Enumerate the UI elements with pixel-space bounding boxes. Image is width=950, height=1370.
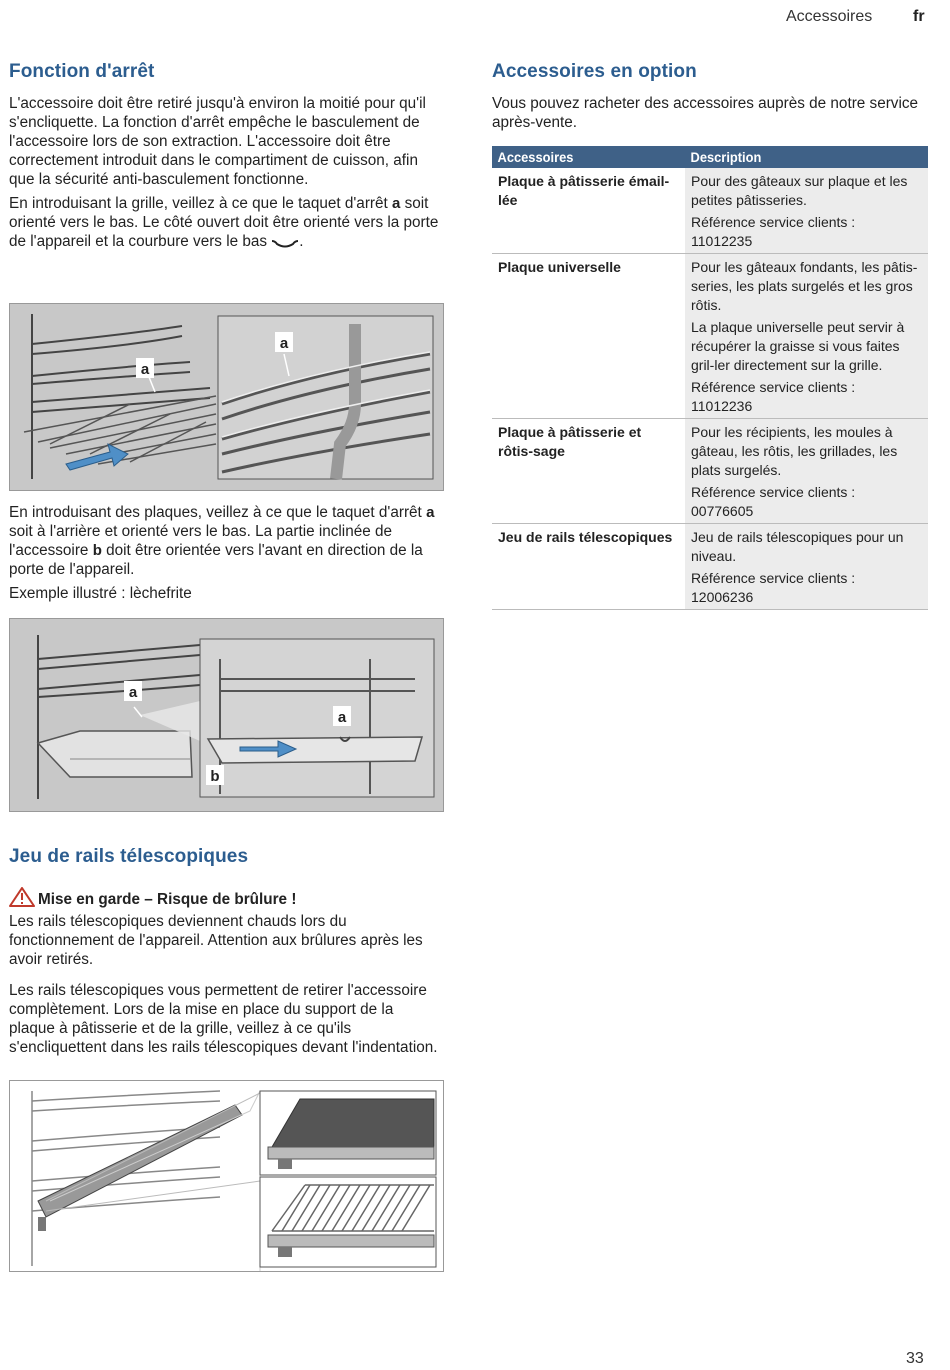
running-header-language: fr [913, 8, 925, 25]
accessory-description: Pour des gâteaux sur plaque et les petites pâtisseries. Référence service clients : 11012235 [685, 168, 928, 254]
warning-text: Les rails télescopiques deviennent chauds lors du fonctionnement de l'appareil. Attention aux brûlures après les avoir retirés. [9, 913, 423, 968]
section-title-fonction-arret: Fonction d'arrêt [9, 61, 155, 82]
accessory-name: Jeu de rails télescopiques [492, 524, 685, 610]
page-number: 33 [906, 1350, 924, 1367]
figure-rack-insertion [9, 303, 444, 491]
table-row [492, 254, 928, 419]
curvature-down-icon [271, 236, 299, 248]
reference-number: 11012236 [691, 398, 753, 414]
label-a: a [392, 195, 401, 212]
fonction-arret-section [9, 61, 441, 251]
label-b: b [92, 542, 102, 559]
label-a: a [426, 504, 435, 521]
table-row [492, 168, 928, 254]
table-header-row [492, 146, 928, 168]
figure-2-label-b: b [210, 768, 220, 785]
fonction-arret-paragraph-2: En introduisant la grille, veillez à ce que le taquet d'arrêt a soit orienté vers le bas. Le côté ouvert doit être orienté vers la porte de l'appareil et la courbure vers le bas . [9, 195, 439, 250]
figure-1-label-a-inset: a [279, 335, 289, 352]
figure-2-label-a-inset: a [337, 709, 347, 726]
figure-1-label-a: a [140, 361, 150, 378]
figure-telescopic-rails [9, 1080, 444, 1272]
example-caption: Exemple illustré : lèchefrite [9, 585, 192, 602]
figure-2-label-a: a [128, 684, 138, 701]
table-row [492, 419, 928, 524]
options-intro: Vous pouvez racheter des accessoires auprès de notre service après-vente. [492, 95, 918, 131]
reference-number: 11012235 [691, 233, 753, 249]
accessory-description: Jeu de rails télescopiques pour un niveau. Référence service clients : 12006236 [685, 524, 928, 610]
reference-number: 00776605 [691, 503, 754, 519]
reference-number: 12006236 [691, 589, 754, 605]
warning-triangle-icon [9, 887, 35, 912]
accessory-name: Plaque à pâtisserie et rôtis-sage [492, 419, 685, 524]
accessory-name: Plaque universelle [492, 254, 685, 419]
accessory-description: Pour les récipients, les moules à gâteau, les rôtis, les grillades, les plats surgelés. Référence service clients : 00776605 [685, 419, 928, 524]
accessory-name: Plaque à pâtisserie émail-lée [492, 168, 685, 254]
figure-tray-insertion [9, 618, 444, 812]
fonction-arret-paragraph-1: L'accessoire doit être retiré jusqu'à environ la moitié pour qu'il s'encliquette. La fonction d'arrêt empêche le basculement de l'accessoire lors de son extraction. L'accessoire doit être correctement introduit dans le compartiment de cuisson, afin que la sécurité anti-basculement fonctionne. [9, 95, 426, 188]
fonction-arret-paragraph-3: En introduisant des plaques, veillez à ce que le taquet d'arrêt a soit à l'arrière et orienté vers le bas. La partie inclinée de l'accessoire b doit être orientée vers l'avant en direction de la porte de l'appareil. [9, 504, 435, 578]
accessory-description: Pour les gâteaux fondants, les pâtis-series, les plats surgelés et les gros rôtis. La plaque universelle peut servir à récupérer la graisse si vous faites gril-ler directement sur la grille. Référence service clients : 11012236 [685, 254, 928, 419]
warning-heading: Mise en garde – Risque de brûlure ! [9, 887, 441, 912]
column-header-accessoires: Accessoires [492, 146, 670, 168]
section-title-options: Accessoires en option [492, 61, 697, 82]
accessories-table [492, 146, 928, 610]
section-title-rails: Jeu de rails télescopiques [9, 846, 249, 867]
rails-paragraph: Les rails télescopiques vous permettent de retirer l'accessoire complètement. Lors de la mise en place du support de la plaque à pâtisserie et de la grille, veillez à ce qu'ils s'encliquettent dans les rails télescopiques devant l'indentation. [9, 982, 438, 1056]
plates-instructions [9, 503, 441, 603]
rails-section [9, 846, 441, 1057]
column-header-description: Description [685, 146, 909, 168]
running-header-section: Accessoires [786, 8, 873, 25]
options-section [492, 61, 928, 610]
table-row [492, 524, 928, 610]
